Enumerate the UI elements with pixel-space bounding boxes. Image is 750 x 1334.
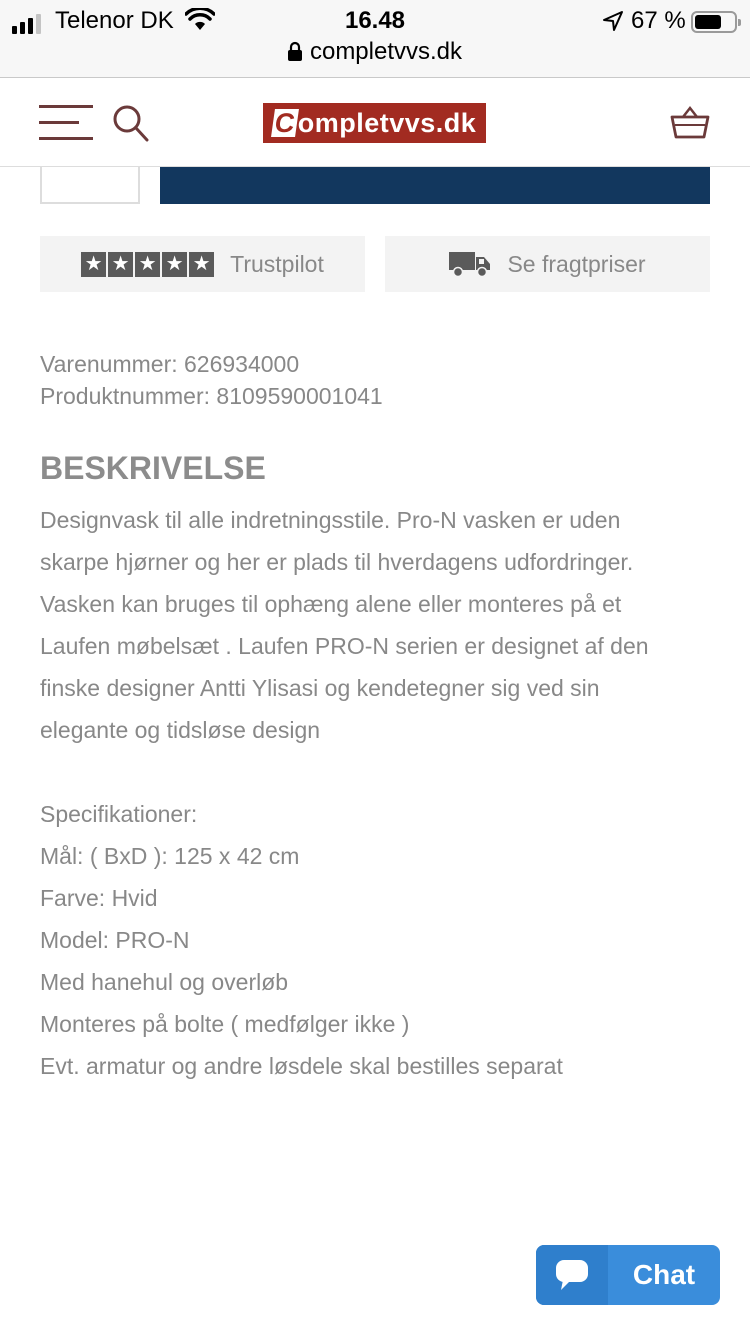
logo-initial: C (272, 108, 297, 138)
chat-label: Chat (632, 1259, 696, 1290)
address-bar[interactable] (0, 38, 750, 66)
logo-text: ompletvvs.dk (297, 108, 477, 138)
description-line: Laufen møbelsæt . Laufen PRO-N serien er designet af den (40, 633, 649, 659)
speech-bubble-icon (555, 1259, 589, 1291)
produktnummer-value: 8109590001041 (216, 383, 383, 409)
trustpilot-stars (81, 252, 214, 277)
spec-item: Model: PRO-N (40, 927, 190, 953)
basket-icon[interactable] (668, 103, 712, 143)
battery-icon (691, 11, 737, 33)
hamburger-line (39, 121, 79, 124)
produktnummer-label: Produktnummer: (40, 383, 211, 409)
trustpilot-button[interactable] (40, 236, 365, 292)
chat-button[interactable] (536, 1245, 720, 1305)
star-icon: ★ (162, 252, 187, 277)
description-line: Designvask til alle indretningsstile. Pro-N vasken er uden (40, 507, 621, 533)
varenummer-value: 626934000 (184, 351, 300, 377)
product-meta (40, 348, 383, 412)
spec-item: Evt. armatur og andre løsdele skal bestilles separat (40, 1053, 563, 1079)
specifications-title: Specifikationer: (40, 801, 198, 827)
description-line: Vasken kan bruges til ophæng alene eller monteres på et (40, 591, 622, 617)
description-text (40, 499, 720, 751)
search-icon[interactable] (110, 103, 152, 145)
trustpilot-label: Trustpilot (230, 250, 324, 277)
carrier-name: Telenor DK (55, 7, 174, 34)
star-icon: ★ (81, 252, 106, 277)
spec-item: Farve: Hvid (40, 885, 158, 911)
truck-icon (449, 250, 491, 278)
description-line: elegante og tidsløse design (40, 717, 321, 743)
battery-percentage: 67 % (631, 7, 686, 34)
trust-row (40, 236, 710, 292)
spec-item: Mål: ( BxD ): 125 x 42 cm (40, 843, 300, 869)
description-line: skarpe hjørner og her er plads til hverdagens udfordringer. (40, 549, 634, 575)
specifications (40, 793, 563, 1087)
chat-icon-area (536, 1245, 608, 1305)
site-logo[interactable] (263, 103, 486, 143)
url-text: completvvs.dk (309, 38, 463, 65)
site-header (0, 79, 750, 167)
varenummer-row (40, 348, 383, 380)
shipping-prices-button[interactable] (385, 236, 710, 292)
lock-icon (288, 41, 302, 61)
spec-item: Med hanehul og overløb (40, 969, 289, 995)
star-icon: ★ (135, 252, 160, 277)
hamburger-line (39, 137, 93, 140)
hamburger-line (39, 105, 93, 108)
description-line: finske designer Antti Ylisasi og kendetegner sig ved sin (40, 675, 600, 701)
produktnummer-row (40, 380, 383, 412)
spec-item: Monteres på bolte ( medfølger ikke ) (40, 1011, 410, 1037)
menu-button[interactable] (39, 103, 93, 141)
ios-status-bar (0, 0, 750, 78)
description-heading: BESKRIVELSE (40, 450, 266, 486)
star-icon: ★ (189, 252, 214, 277)
varenummer-label: Varenummer: (40, 351, 178, 377)
shipping-label: Se fragtpriser (507, 250, 646, 277)
star-icon: ★ (108, 252, 133, 277)
location-arrow-icon (602, 10, 624, 32)
clock-time: 16.48 (344, 7, 406, 34)
